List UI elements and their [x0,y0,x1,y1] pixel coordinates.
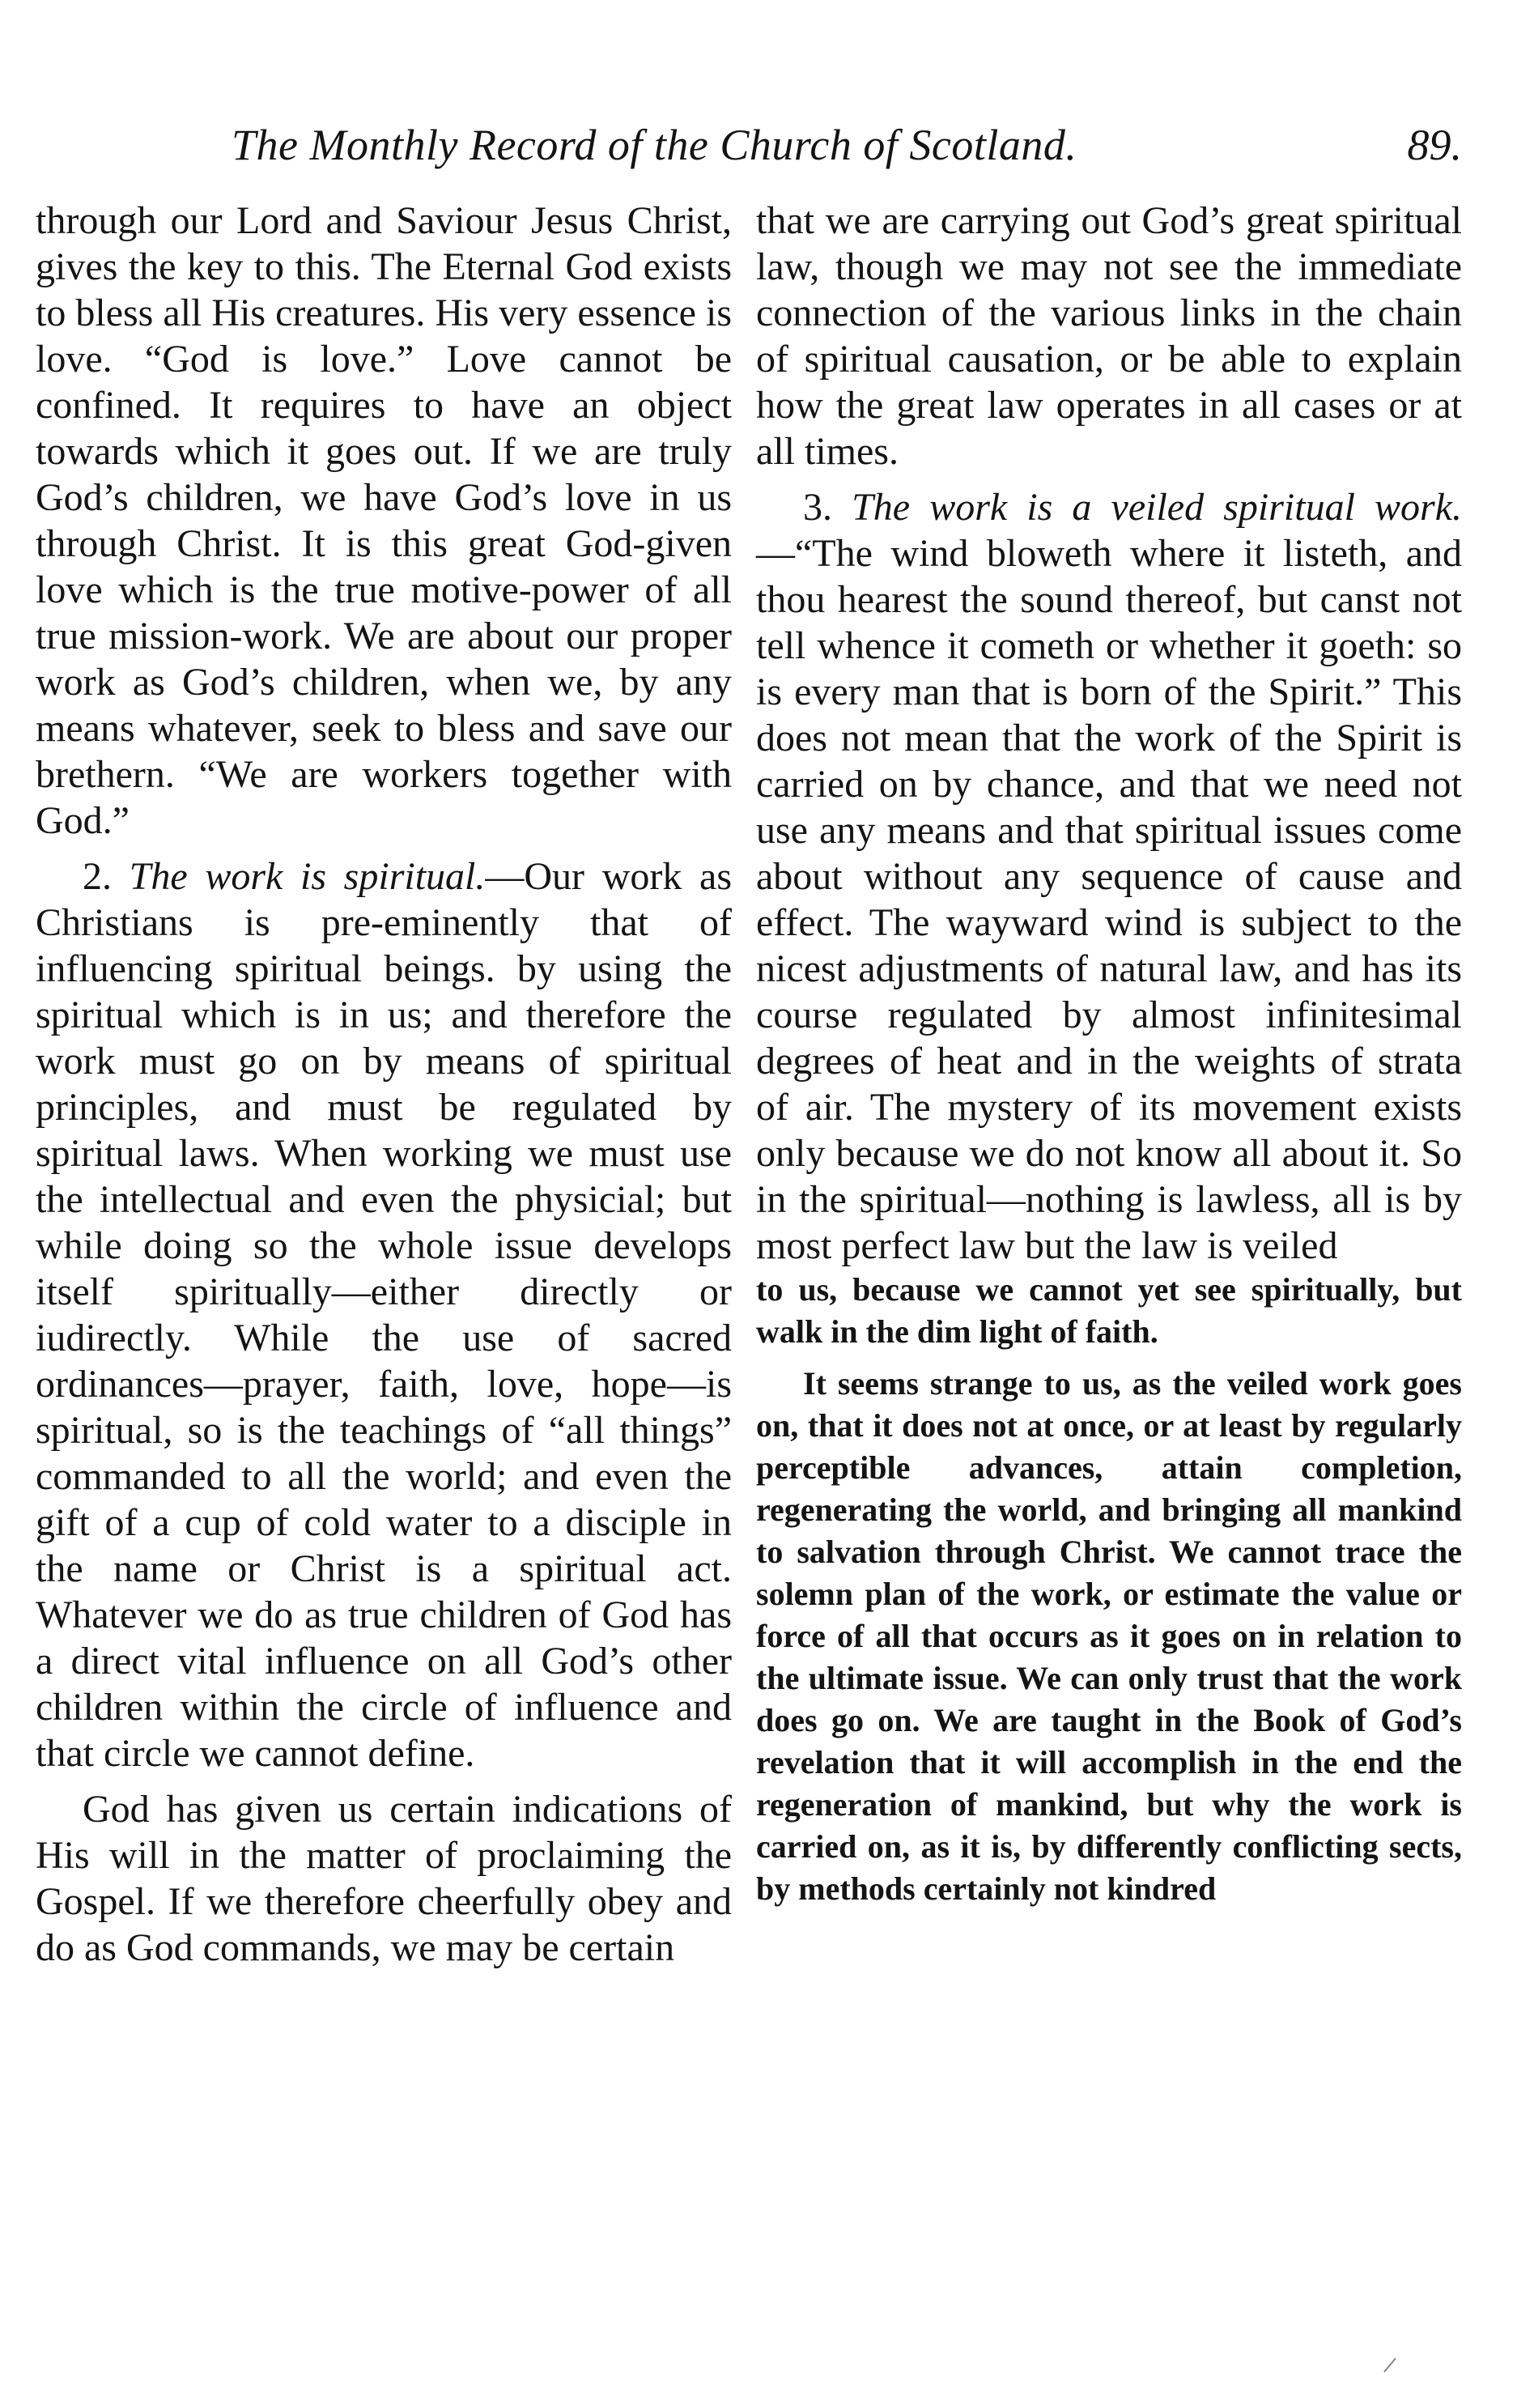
right-paragraph-3: It seems strange to us, as the veiled work goes on, that it does not at once, or at least by regularly perceptible advances, attain completion, regenerating the world, and bringing all mankind to salvation through Christ. We cannot trace the solemn plan of the work, or estimate the value or force of all that occurs as it goes on in relation to the ultimate issue. We can only trust that the work does go on. We are taught in the Book of God’s revelation that it will accomplish in the end the regeneration of mankind, but why the work is carried on, as it is, by differently conflicting sects, by methods certainly not kindred [756,1365,1462,1907]
running-head [232,120,1462,177]
right-paragraph-2-continuation: to us, because we cannot yet see spiritually, but walk in the dim light of faith. [756,1271,1462,1350]
section-heading-2: The work is spiritual. [129,855,486,898]
right-column [756,198,1462,1910]
right-paragraph-2 [756,484,1462,1269]
section-number-3: 3. [803,486,832,529]
stray-print-mark [1383,2358,1396,2372]
section-body-3: —“The wind bloweth where it listeth, and thou hearest the sound thereof, but canst not tell whence it cometh or whether it goeth: so is every man that is born of the Spirit.” This does not mean that the work of the Spirit is carried on by chance, and that we need not use any means and that spiritual issues come about without any sequence of cause and effect. The wayward wind is subject to the nicest adjustments of natural law, and has its course regulated by almost infinitesimal degrees of heat and in the weights of strata of air. The mystery of its movement exists only because we do not know all about it. So in the spiritual—nothing is lawless, all is by most perfect law but the law is veiled [756,532,1462,1267]
section-body-2: —Our work as Christians is pre-eminently that of influencing spiritual beings. by using the spiritual which is in us; and therefore the work must go on by means of spiritual principles, and must be regulated by spiritual laws. When working we must use the intellectual and even the physicial; but while doing so the whole issue develops itself spiritually—either directly or iudirectly. While the use of sacred ordinances—prayer, faith, love, hope—is spiritual, so is the teachings of “all things” commanded to all the world; and even the gift of a cup of cold water to a disciple in the name or Christ is a spiritual act. Whatever we do as true children of God has a direct vital influence on all God’s other children within the circle of influence and that circle we cannot define. [36,855,733,1775]
right-paragraph-1: that we are carrying out God’s great spiritual law, though we may not see the immediate connection of the various links in the chain of spiritual causation, or be able to explain how the great law operates in all cases or at all times. [756,199,1462,473]
section-heading-3: The work is a veiled spiritual work. [852,486,1463,529]
left-paragraph-3: God has given us certain indications of His will in the matter of proclaiming the Gospel. If we therefore cheerfully obey and do as God commands, we may be certain [36,1788,732,1969]
section-number-2: 2. [83,855,112,898]
left-column [36,198,732,1971]
left-paragraph-2 [36,853,732,1776]
page-number: 89. [1407,121,1462,169]
running-title: The Monthly Record of the Church of Scotland. [232,121,1077,169]
left-paragraph-1: through our Lord and Saviour Jesus Christ, gives the key to this. The Eternal God exists to bless all His creatures. His very essence is love. “God is love.” Love cannot be confined. It requires to have an object towards which it goes out. If we are truly God’s children, we have God’s love in us through Christ. It is this great God-given love which is the true motive-power of all true mission-work. We are about our proper work as God’s children, when we, by any means whatever, seek to bless and save our brethern. “We are workers together with God.” [36,199,732,842]
